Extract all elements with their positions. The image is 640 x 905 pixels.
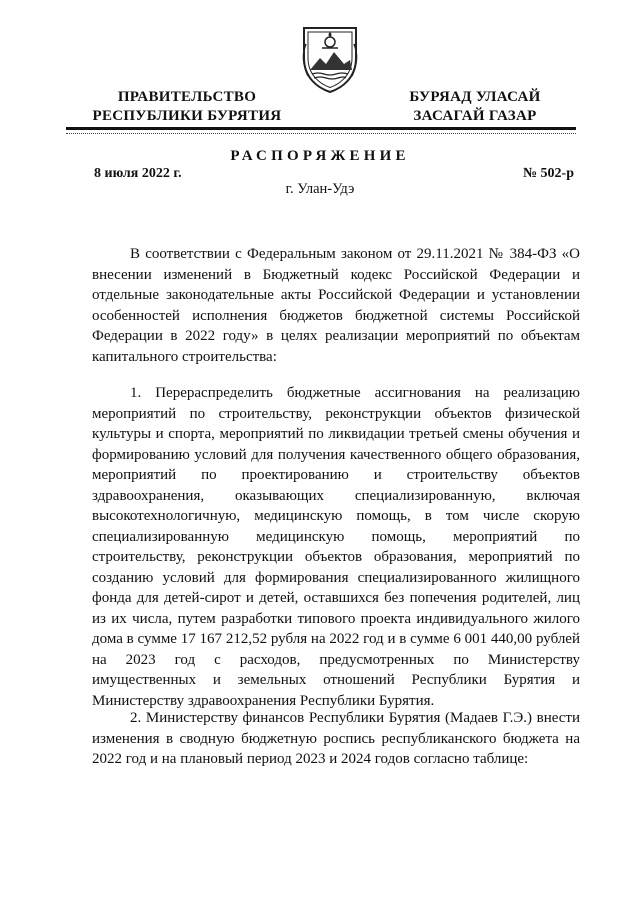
coat-of-arms-icon (298, 24, 362, 94)
paragraph-item-1: 1. Перераспределить бюджетные ассигнования на реализацию мероприятий по строительству, реконструкции объектов физической культуры и спорта, мероприятий по ликвидации третьей смены обучения и формированию условий для получения качественного общего образования, мероприятий по проектированию и строительству объектов здравоохранения, оказывающих специализированную, включая высокотехнологичную, медицинскую помощь, в том числе скорую специализированную медицинскую помощь, мероприятий по строительству, реконструкции объектов образования, мероприятий по созданию условий для формирования специализированного жилищного фонда для детей-сирот и детей, оставшихся без попечения родителей, лиц из их числа, путем разработки типового проекта индивидуального жилого дома в сумме 17 167 212,52 рубля на 2022 год и в сумме 6 001 440,00 рублей на 2023 год с расходов, предусмотренных по Министерству имущественных и земельных отношений Республики Бурятия и Министерству здравоохранения Республики Бурятия. (92, 385, 580, 709)
issuer-name-buryat (390, 88, 560, 126)
issuer-line-2: РЕСПУБЛИКИ БУРЯТИЯ (92, 108, 282, 124)
issuer-line-2: ЗАСАГАЙ ГАЗАР (413, 108, 537, 124)
issuer-name-russian (92, 88, 282, 126)
header-divider-thick (66, 127, 576, 130)
document-number: № 502-р (522, 166, 574, 181)
header-divider-thin (66, 133, 576, 134)
paragraph-item-2: 2. Министерству финансов Республики Бурятия (Мадаев Г.Э.) внести изменения в сводную бюджетную роспись республиканского бюджета на 2022 год и на плановый период 2023 и 2024 годов согласно таблице: (92, 710, 580, 767)
document-city: г. Улан-Удэ (285, 181, 355, 197)
paragraph-preamble: В соответствии с Федеральным законом от 29.11.2021 № 384-ФЗ «О внесении изменений в Бюджетный кодекс Российской Федерации и отдельные законодательные акты Российской Федерации и установлении особенностей исполнения бюджетов бюджетной системы Российской Федерации в 2022 году» в целях реализации мероприятий по объектам капитального строительства: (92, 246, 580, 365)
issuer-line-1: БУРЯАД УЛАСАЙ (409, 89, 541, 105)
issuer-line-1: ПРАВИТЕЛЬСТВО (117, 89, 257, 105)
document-title: РАСПОРЯЖЕНИЕ (230, 148, 410, 164)
document-date: 8 июля 2022 г. (94, 166, 182, 181)
